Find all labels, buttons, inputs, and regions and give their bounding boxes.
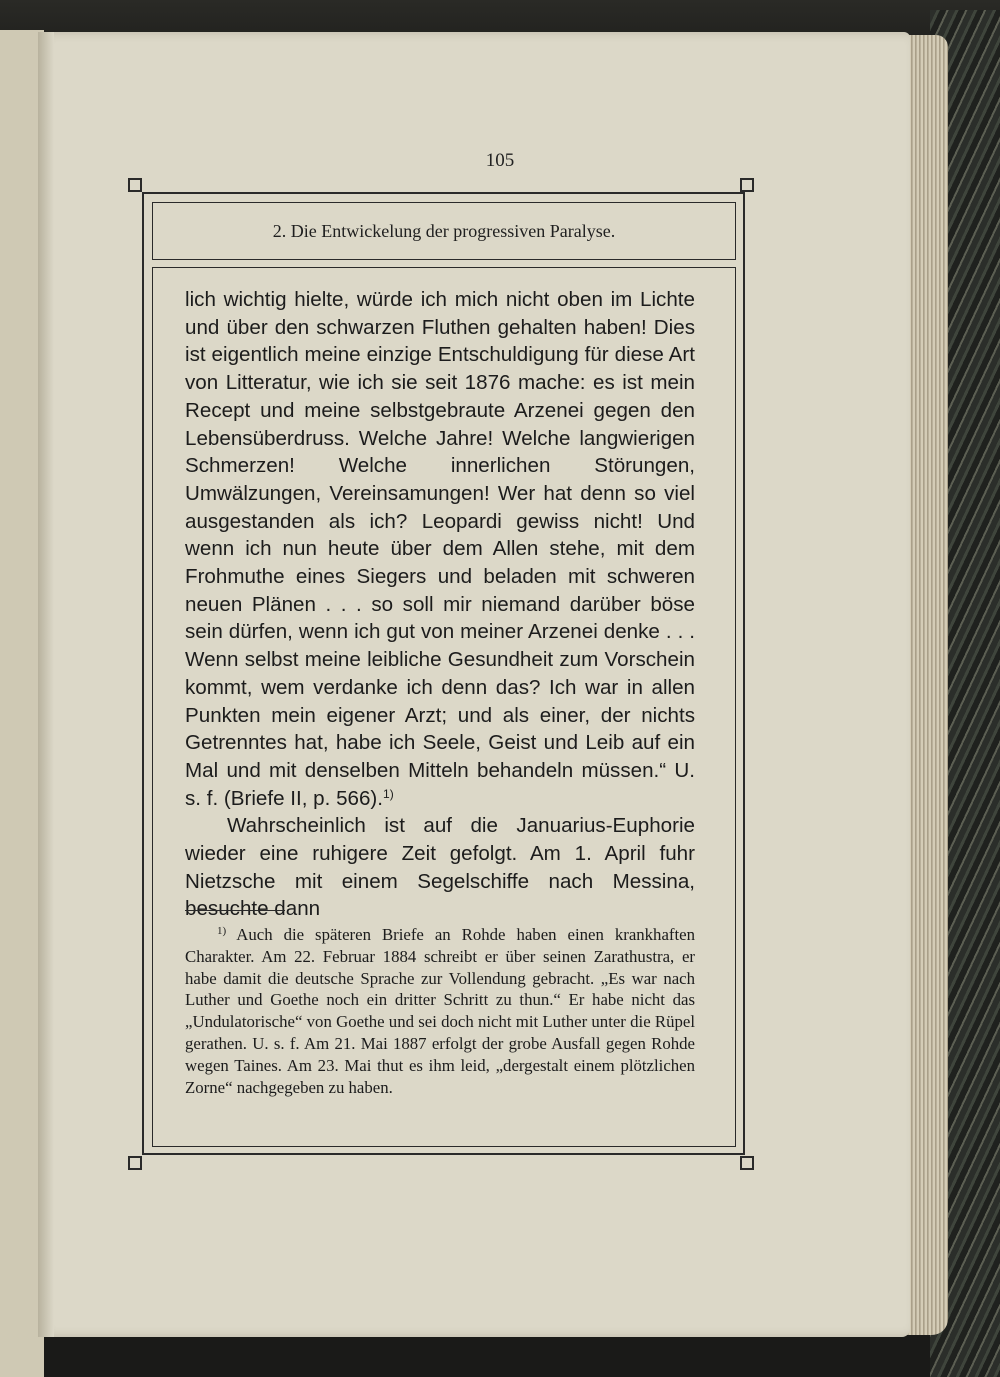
footnote-reference: 1) [383, 786, 394, 801]
footnote-marker: 1) [217, 925, 227, 937]
page-number: 105 [485, 150, 515, 171]
main-text [185, 286, 695, 923]
running-header-text: 2. Die Entwickelung der progressiven Paralyse. [272, 220, 616, 241]
frame-corner-ornament [740, 1156, 754, 1170]
paragraph: Wahrscheinlich ist auf die Januarius-Euphorie wieder eine ruhigere Zeit gefolgt. Am 1. April fuhr Nietzsche mit einem Segelschiffe nach Messina, besuchte dann [185, 814, 695, 921]
footnote [185, 924, 695, 1098]
footnote-text: Auch die späteren Briefe an Rohde haben einen krankhaften Charakter. Am 22. Februar 1884 schreibt er über seinen Zarathustra, er habe damit die deutsche Sprache zur Vollendung gebracht. „Es war nach Luther und Goethe noch ein dritter Schritt zu thun.“ Er habe nicht das „Undulatorische“ von Goethe und sei doch nicht mit Luther unter die Rüpel gerathen. U. s. f. Am 21. Mai 1887 erfolgt der grobe Ausfall gegen Rohde wegen Taines. Am 23. Mai thut es ihm leid, „dergestalt einem plötzlichen Zorne“ nachgegeben zu haben. [185, 925, 695, 1097]
running-header [152, 202, 736, 260]
paragraph [185, 286, 695, 812]
frame-corner-ornament [128, 178, 142, 192]
paragraph-text: lich wichtig hielte, würde ich mich nicht oben im Lichte und über den schwarzen Fluthen gehalten haben! Dies ist eigentlich meine einzige Entschuldigung für diese Art von Litteratur, wie ich sie seit 1876 mache: es ist mein Recept und meine selbstgebraute Arzenei gegen den Lebensüberdruss. Welche Jahre! Welche langwierigen Schmerzen! Welche innerlichen Störungen, Umwälzungen, Vereinsamungen! Wer hat denn so viel ausgestanden als ich? Leopardi gewiss nicht! Und wenn ich nun heute über dem Allen stehe, mit dem Frohmuthe eines Siegers und beladen mit schweren neuen Plänen . . . so soll mir niemand darüber böse sein dürfen, wenn ich gut von meiner Arzenei denke . . . Wenn selbst meine leibliche Gesundheit zum Vorschein kommt, wem verdanke ich denn das? Ich war in allen Punkten mein eigener Arzt; und als einer, der nichts Getrenntes hat, habe ich Seele, Geist und Leib auf ein Mal und mit denselben Mitteln behandeln müssen.“ U. s. f. (Briefe II, p. 566). [185, 288, 695, 810]
frame-corner-ornament [740, 178, 754, 192]
page-gutter-shadow [38, 32, 54, 1337]
frame-corner-ornament [128, 1156, 142, 1170]
footnote-divider [185, 910, 285, 911]
